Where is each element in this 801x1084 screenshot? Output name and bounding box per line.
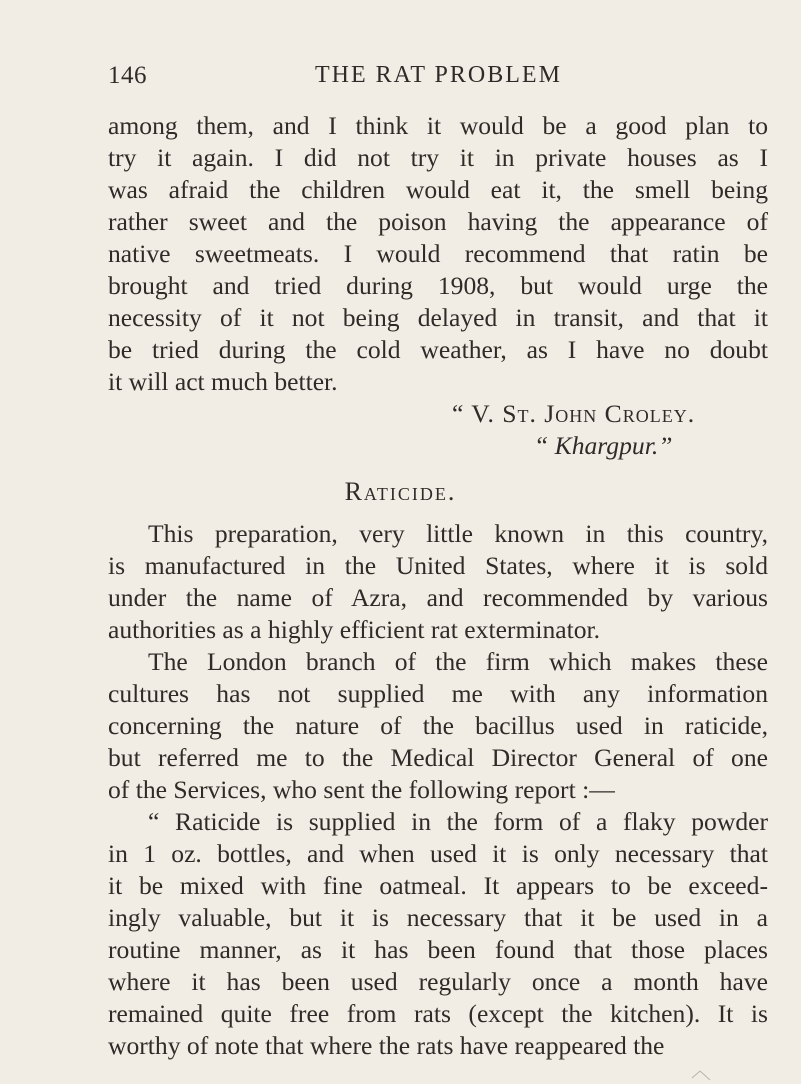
section-heading: Raticide. [344, 477, 457, 506]
text-line: was afraid the children would eat it, the smell being [108, 175, 768, 204]
text-line: This preparation, very little known in this country, [148, 519, 768, 548]
text-line: cultures has not supplied me with any information [108, 679, 768, 708]
text-line: remained quite free from rats (except the kitchen). It is [108, 999, 768, 1028]
text-line: brought and tried during 1908, but would urge the [108, 271, 768, 300]
text-line: it will act much better. [108, 367, 338, 396]
signature-name: “ V. St. John Croley. [452, 399, 696, 428]
page-number: 146 [108, 62, 147, 89]
text-line: ingly valuable, but it is necessary that it be used in a [108, 903, 768, 932]
text-line: among them, and I think it would be a good plan to [108, 111, 768, 140]
text-line: it be mixed with fine oatmeal. It appears to be exceed- [108, 871, 768, 900]
text-line: concerning the nature of the bacillus used in raticide, [108, 711, 768, 740]
text-line: “ Raticide is supplied in the form of a flaky powder [148, 807, 768, 836]
text-line: be tried during the cold weather, as I have no doubt [108, 335, 768, 364]
signature-place: “ Khargpur.” [534, 431, 673, 460]
text-line: try it again. I did not try it in private houses as I [108, 143, 768, 172]
text-line: necessity of it not being delayed in transit, and that it [108, 303, 768, 332]
text-line: rather sweet and the poison having the appearance of [108, 207, 768, 236]
running-title: THE RAT PROBLEM [315, 62, 562, 88]
text-line: The London branch of the firm which makes these [148, 647, 768, 676]
running-head [108, 62, 768, 98]
text-line: under the name of Azra, and recommended by various [108, 583, 768, 612]
text-line: native sweetmeats. I would recommend that ratin be [108, 239, 768, 268]
text-line: is manufactured in the United States, where it is sold [108, 551, 768, 580]
text-line: of the Services, who sent the following report :— [108, 775, 615, 804]
text-line: but referred me to the Medical Director General of one [108, 743, 768, 772]
printer-mark-icon [690, 1068, 712, 1084]
text-line: where it has been used regularly once a month have [108, 967, 768, 996]
text-line: in 1 oz. bottles, and when used it is only necessary that [108, 839, 768, 868]
text-line: authorities as a highly efficient rat exterminator. [108, 615, 601, 644]
text-line: worthy of note that where the rats have reappeared the [108, 1031, 665, 1060]
text-line: routine manner, as it has been found that those places [108, 935, 768, 964]
